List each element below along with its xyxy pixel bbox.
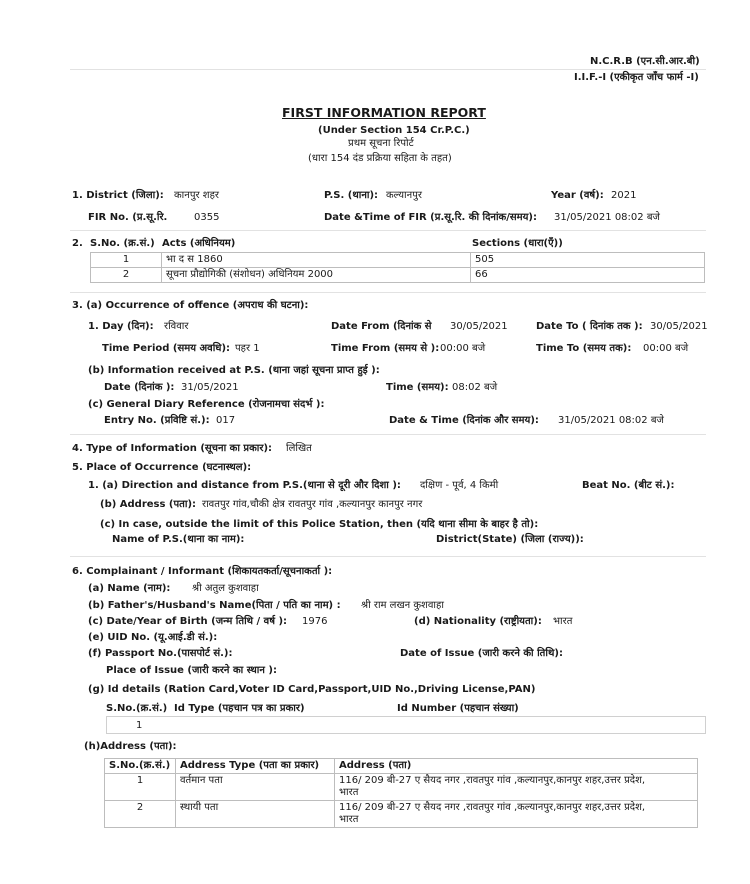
complainant-name-label: (a) Name (नाम): [88, 583, 171, 594]
addr-type: स्थायी पता [176, 801, 335, 828]
address-row [105, 801, 698, 828]
date-to-label: Date To ( दिनांक तक ): [536, 321, 643, 332]
header-divider [70, 69, 706, 70]
gd-entry-value: 017 [216, 415, 236, 426]
date-to-value: 30/05/2021 [650, 321, 708, 332]
id-details-heading: (g) Id details (Ration Card,Voter ID Card,Passport,UID No.,Driving License,PAN) [88, 684, 536, 695]
acts-col-sections: Sections (धारा(एँ)) [472, 238, 563, 249]
acts-sno: 1 [91, 253, 162, 268]
info-received-time-value: 08:02 बजे [452, 382, 498, 393]
gd-entry-label: Entry No. (प्रविष्टि सं.): [104, 415, 210, 426]
section-2-number: 2. [72, 238, 83, 249]
acts-section: 505 [471, 253, 705, 268]
year-value: 2021 [611, 190, 637, 201]
address-row [105, 774, 698, 801]
info-received-date-value: 31/05/2021 [181, 382, 239, 393]
outside-ps-name-label: Name of P.S.(थाना का नाम): [112, 534, 245, 545]
addr-line2: भारत [339, 814, 359, 825]
addr-col-address: Address (पता) [335, 759, 698, 774]
place-address-value: रावतपुर गांव,चौकी क्षेत्र रावतपुर गांव ,कल्यानपुर कानपुर नगर [202, 499, 423, 510]
addr-sno: 1 [105, 774, 176, 801]
fir-value: 0355 [194, 212, 220, 223]
info-type-label: 4. Type of Information (सूचना का प्रकार): [72, 443, 273, 454]
info-received-date-label: Date (दिनांक ): [104, 382, 175, 393]
acts-row [91, 268, 705, 283]
fir-label: FIR No. (प्र.सू.रि. [88, 212, 168, 223]
addr-type: वर्तमान पता [176, 774, 335, 801]
addr-line1: 116/ 209 बी-27 ए सैयद नगर ,रावतपुर गांव ,कल्यानपुर,कानपुर शहर,उत्तर प्रदेश, [339, 802, 646, 813]
report-title: FIRST INFORMATION REPORT [282, 105, 486, 120]
id-col-sno: S.No.(क्र.सं.) [106, 703, 168, 714]
time-from-value: 00:00 बजे [440, 343, 486, 354]
date-from-value: 30/05/2021 [450, 321, 508, 332]
addr-value [335, 801, 698, 828]
outside-district-label: District(State) (जिला (राज्य)): [436, 534, 584, 545]
address-table [104, 758, 698, 828]
acts-act: भा द स 1860 [162, 253, 471, 268]
passport-label: (f) Passport No.(पासपोर्ट सं.): [88, 648, 233, 659]
dob-label: (c) Date/Year of Birth (जन्म तिथि / वर्ष ): [88, 616, 288, 627]
time-to-label: Time To (समय तक): [536, 343, 632, 354]
nationality-value: भारत [553, 616, 573, 627]
gd-reference-heading: (c) General Diary Reference (रोजनामचा संदर्भ ): [88, 399, 325, 410]
address-header-row [105, 759, 698, 774]
time-period-value: पहर 1 [235, 343, 260, 354]
info-type-value: लिखित [286, 443, 312, 454]
acts-table [90, 252, 705, 283]
acts-sno: 2 [91, 268, 162, 283]
report-subtitle-section: (Under Section 154 Cr.P.C.) [318, 125, 470, 136]
place-of-issue-label: Place of Issue (जारी करने का स्थान ): [106, 665, 277, 676]
section-divider [70, 434, 706, 435]
outside-limit-label: (c) In case, outside the limit of this Police Station, then (यदि थाना सीमा के बाहर है तो): [100, 519, 539, 530]
ps-label: P.S. (थाना): [324, 190, 379, 201]
address-heading: (h)Address (पता): [84, 741, 177, 752]
direction-label: 1. (a) Direction and distance from P.S.(थाना से दूरी और दिशा ): [88, 480, 401, 491]
fir-datetime-value: 31/05/2021 08:02 बजे [554, 212, 660, 223]
acts-act: सूचना प्रौद्योगिकी (संशोधन) अधिनियम 2000 [162, 268, 471, 283]
id-row-sno: 1 [136, 720, 143, 731]
ncrb-label: N.C.R.B (एन.सी.आर.बी) [590, 56, 700, 67]
gd-datetime-label: Date & Time (दिनांक और समय): [389, 415, 539, 426]
report-subtitle-hindi: प्रथम सूचना रिपोर्ट [348, 138, 414, 149]
addr-value [335, 774, 698, 801]
addr-line1: 116/ 209 बी-27 ए सैयद नगर ,रावतपुर गांव ,कल्यानपुर,कानपुर शहर,उत्तर प्रदेश, [339, 775, 646, 786]
place-heading: 5. Place of Occurrence (घटनास्थल): [72, 462, 252, 473]
info-received-heading: (b) Information received at P.S. (थाना जहां सूचना प्राप्त हुई ): [88, 365, 380, 376]
fir-datetime-label: Date &Time of FIR (प्र.सू.रि. की दिनांक/समय): [324, 212, 537, 223]
ps-value: कल्यानपुर [386, 190, 422, 201]
date-of-issue-label: Date of Issue (जारी करने की तिथि): [400, 648, 563, 659]
acts-col-acts: Acts (अधिनियम) [162, 238, 236, 249]
iif-label: I.I.F.-I (एकीकृत जाँच फार्म -I) [574, 72, 699, 83]
nationality-label: (d) Nationality (राष्ट्रीयता): [414, 616, 542, 627]
uid-label: (e) UID No. (यू.आई.डी सं.): [88, 632, 218, 643]
info-received-time-label: Time (समय): [386, 382, 449, 393]
year-label: Year (वर्ष): [551, 190, 604, 201]
id-col-number: Id Number (पहचान संख्या) [397, 703, 519, 714]
addr-col-sno: S.No.(क्र.सं.) [105, 759, 176, 774]
addr-sno: 2 [105, 801, 176, 828]
section-divider [70, 556, 706, 557]
section-divider [70, 230, 706, 231]
father-name-value: श्री राम लखन कुशवाहा [361, 600, 444, 611]
district-label: 1. District (जिला): [72, 190, 164, 201]
district-value: कानपुर शहर [174, 190, 219, 201]
report-subtitle-hindi-section: (धारा 154 दंड प्रक्रिया सहिता के तहत) [308, 153, 452, 164]
acts-col-sno: S.No. (क्र.सं.) [90, 238, 155, 249]
occurrence-heading: 3. (a) Occurrence of offence (अपराध की घटना): [72, 300, 309, 311]
addr-col-type: Address Type (पता का प्रकार) [176, 759, 335, 774]
acts-row [91, 253, 705, 268]
day-value: रविवार [164, 321, 189, 332]
time-period-label: Time Period (समय अवधि): [102, 343, 231, 354]
beat-label: Beat No. (बीट सं.): [582, 480, 675, 491]
complainant-name-value: श्री अतुल कुशवाहा [192, 583, 259, 594]
day-label: 1. Day (दिन): [88, 321, 154, 332]
complainant-heading: 6. Complainant / Informant (शिकायतकर्ता/सूचनाकर्ता ): [72, 566, 333, 577]
date-from-label: Date From (दिनांक से [331, 321, 432, 332]
place-address-label: (b) Address (पता): [100, 499, 197, 510]
time-from-label: Time From (समय से ): [331, 343, 440, 354]
dob-value: 1976 [302, 616, 328, 627]
father-name-label: (b) Father's/Husband's Name(पिता / पति का नाम) : [88, 600, 341, 611]
id-table-row [106, 716, 706, 734]
gd-datetime-value: 31/05/2021 08:02 बजे [558, 415, 664, 426]
acts-section: 66 [471, 268, 705, 283]
direction-value: दक्षिण - पूर्व, 4 किमी [420, 480, 499, 491]
section-divider [70, 292, 706, 293]
time-to-value: 00:00 बजे [643, 343, 689, 354]
addr-line2: भारत [339, 787, 359, 798]
id-col-type: Id Type (पहचान पत्र का प्रकार) [174, 703, 305, 714]
